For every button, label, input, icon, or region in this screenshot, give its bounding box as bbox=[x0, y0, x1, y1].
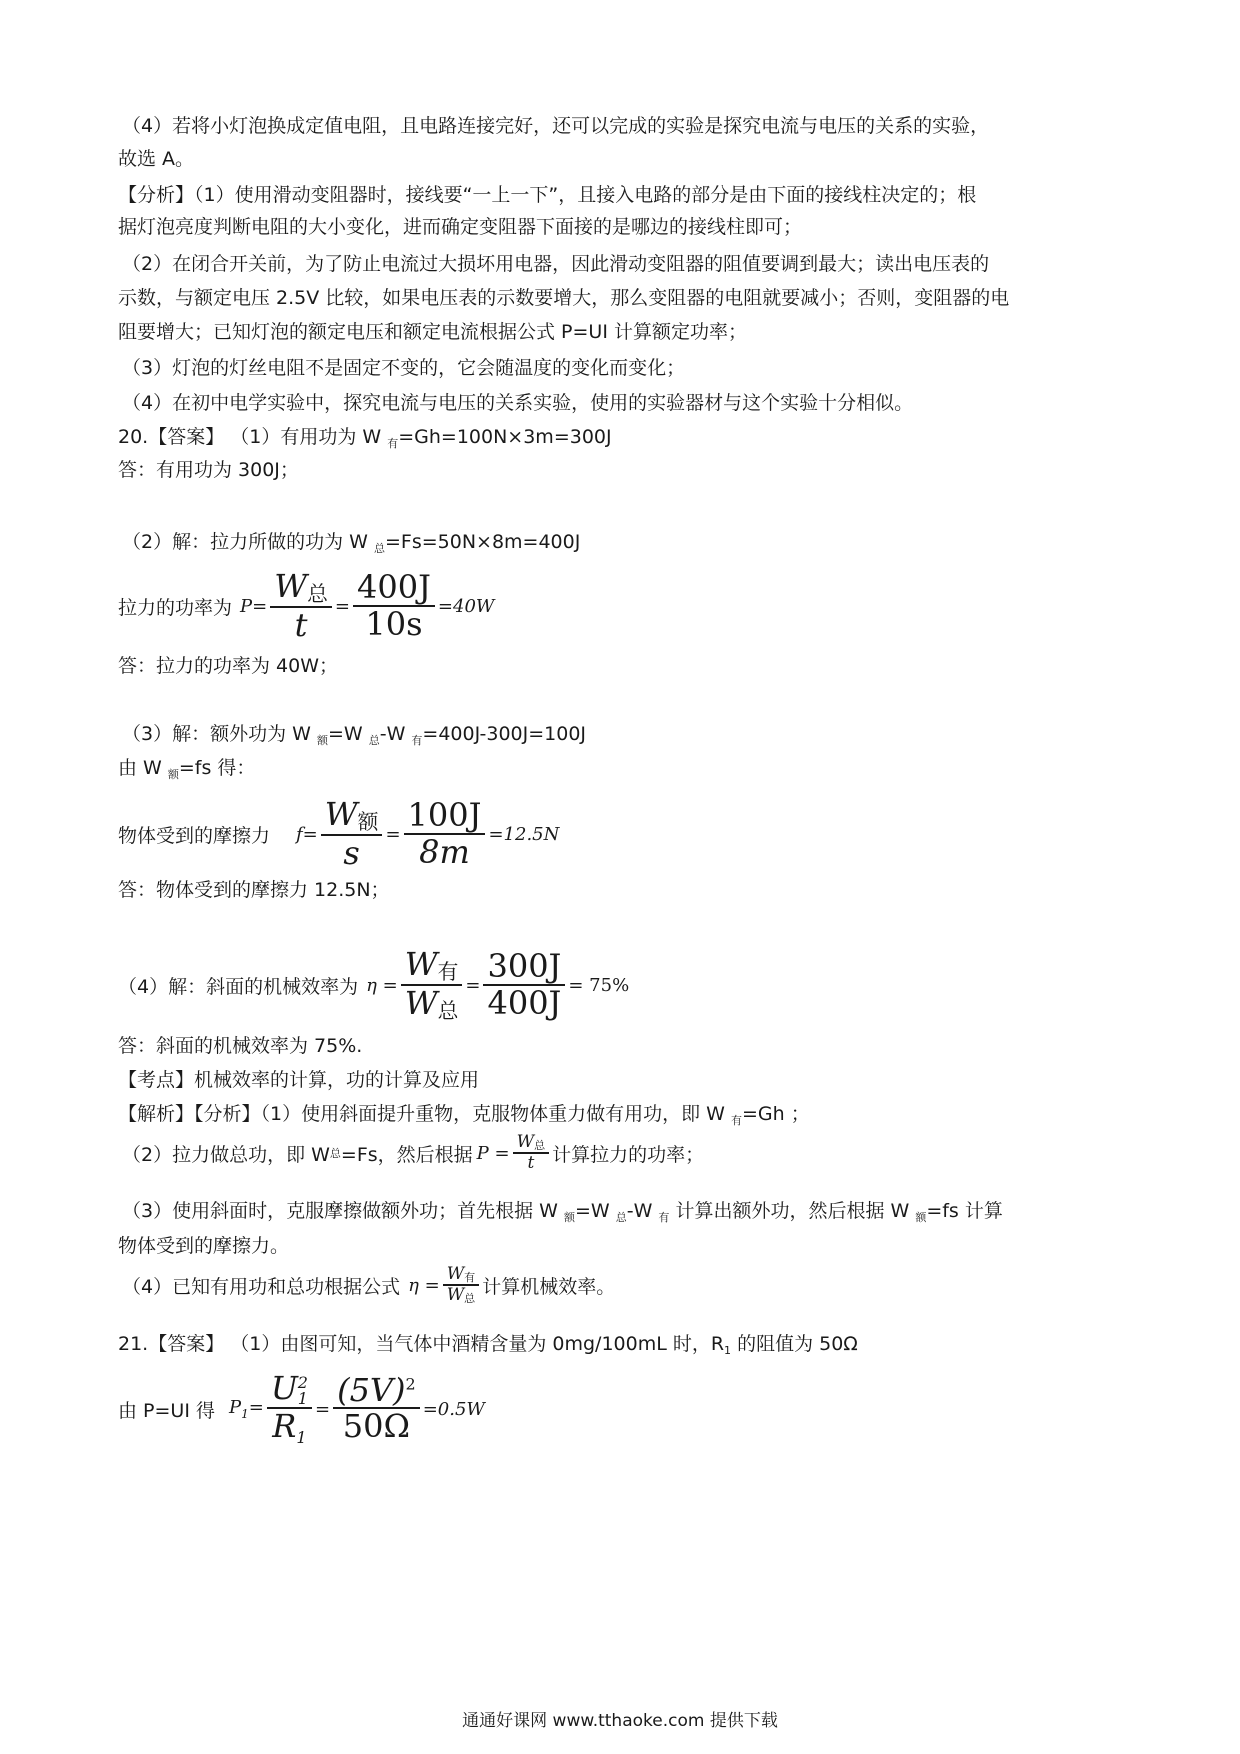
text-line: 答：有用功为 300J； bbox=[118, 459, 299, 481]
fraction: $\frac{\text{W有}}{\text{W总}}$ bbox=[401, 948, 463, 1023]
text-line: （4）在初中电学实验中，探究电流与电压的关系实验，使用的实验器材与这个实验十分相似。 bbox=[122, 392, 914, 414]
text-line: 由 W $_额$=fs 得： bbox=[118, 757, 256, 781]
p1-formula-row: 由 P=UI 得 $P_1=$ U 2 1 R1 = $\frac{(5V)^2}{50\Omega}$ =0.5W bbox=[118, 1369, 485, 1447]
text-line: （3）解：额外功为 W $_额$=W $_总$-W $_有$=400J-300J=100J bbox=[122, 723, 587, 747]
text-line: 据灯泡亮度判断电阻的大小变化，进而确定变阻器下面接的是哪边的接线柱即可； bbox=[118, 216, 803, 238]
answer-20-line: 20.【答案】 （1）有用功为 W $_有$=Gh=100N×3m=300J bbox=[118, 426, 612, 450]
text-line: （2）解：拉力所做的功为 W $_总$=Fs=50N×8m=400J bbox=[122, 531, 581, 555]
fraction: $\frac{400J}{10s}$ bbox=[353, 571, 435, 642]
text-line: 答：斜面的机械效率为 75%. bbox=[118, 1035, 363, 1057]
footer-credit: 通通好课网 www.tthaoke.com 提供下载 bbox=[462, 1711, 778, 1731]
answer-21-line: 21.【答案】 （1）由图可知，当气体中酒精含量为 0mg/100mL 时，$R_1$ 的阻值为 50Ω bbox=[118, 1333, 858, 1357]
power-inline-row: （2）拉力做总功，即 W 总 =Fs，然后根据 P = $\frac{\text{W总}}{t}$ 计算拉力的功率； bbox=[122, 1132, 705, 1173]
efficiency-formula-row: （4）解：斜面的机械效率为 η = $\frac{\text{W有}}{\text{W总}}$ = $\frac{300J}{400J}$ = 75% bbox=[118, 945, 630, 1024]
text-line: 【解析】【分析】（1）使用斜面提升重物，克服物体重力做有用功，即 W $_有$=Gh ； bbox=[118, 1103, 810, 1127]
text-line: 故选 A。 bbox=[118, 148, 195, 170]
fraction: $\frac{(5V)^2}{50\Omega}$ bbox=[333, 1374, 420, 1445]
fraction: $\frac{100J}{8m}$ bbox=[404, 799, 486, 870]
text-line: 示数，与额定电压 2.5V 比较，如果电压表的示数要增大，那么变阻器的电阻就要减小；否则，变阻器的电 bbox=[118, 287, 1010, 309]
text-line: （3）使用斜面时，克服摩擦做额外功；首先根据 W $_额$=W $_总$-W $_有$ 计算出额外功，然后根据 W $_额$=fs 计算 bbox=[122, 1200, 1003, 1224]
text-line: 阻要增大；已知灯泡的额定电压和额定电流根据公式 P=UI 计算额定功率； bbox=[118, 321, 747, 343]
efficiency-inline-row: （4）已知有用功和总功根据公式 η = $\frac{\text{W有}}{\text{W总}}$ 计算机械效率。 bbox=[122, 1264, 616, 1306]
fraction: $\frac{300J}{400J}$ bbox=[483, 950, 565, 1021]
text-line: 答：物体受到的摩擦力 12.5N； bbox=[118, 879, 390, 901]
text-line: 物体受到的摩擦力。 bbox=[118, 1235, 290, 1257]
text-line: 【考点】机械效率的计算，功的计算及应用 bbox=[118, 1069, 480, 1091]
fraction: $\frac{\text{W总}}{t}$ bbox=[513, 1134, 550, 1173]
fraction: $\frac{\text{W额}}{s}$ bbox=[321, 798, 383, 871]
text-line: （2）在闭合开关前，为了防止电流过大损坏用电器，因此滑动变阻器的阻值要调到最大；读出电压表的 bbox=[122, 253, 990, 275]
friction-formula-row: 物体受到的摩擦力 f= $\frac{\text{W额}}{s}$ = $\frac{100J}{8m}$ =12.5N bbox=[118, 795, 560, 872]
text-line: 【分析】（1）使用滑动变阻器时，接线要“一上一下”，且接入电路的部分是由下面的接线柱决定的；根 bbox=[118, 184, 977, 206]
text-line: 答：拉力的功率为 40W； bbox=[118, 655, 339, 677]
fraction: $\frac{\text{W有}}{\text{W总}}$ bbox=[443, 1266, 480, 1305]
power-formula-row: 拉力的功率为 P= $\frac{\text{W总}}{t}$ = $\frac{400J}{10s}$ =40W bbox=[118, 567, 495, 644]
fraction: U 2 1 R1 bbox=[267, 1372, 312, 1446]
text-line: （4）若将小灯泡换成定值电阻，且电路连接完好，还可以完成的实验是探究电流与电压的关系的实验， bbox=[122, 115, 990, 137]
text-line: （3）灯泡的灯丝电阻不是固定不变的，它会随温度的变化而变化； bbox=[122, 357, 686, 379]
fraction: $\frac{\text{W总}}{t}$ bbox=[270, 570, 332, 643]
